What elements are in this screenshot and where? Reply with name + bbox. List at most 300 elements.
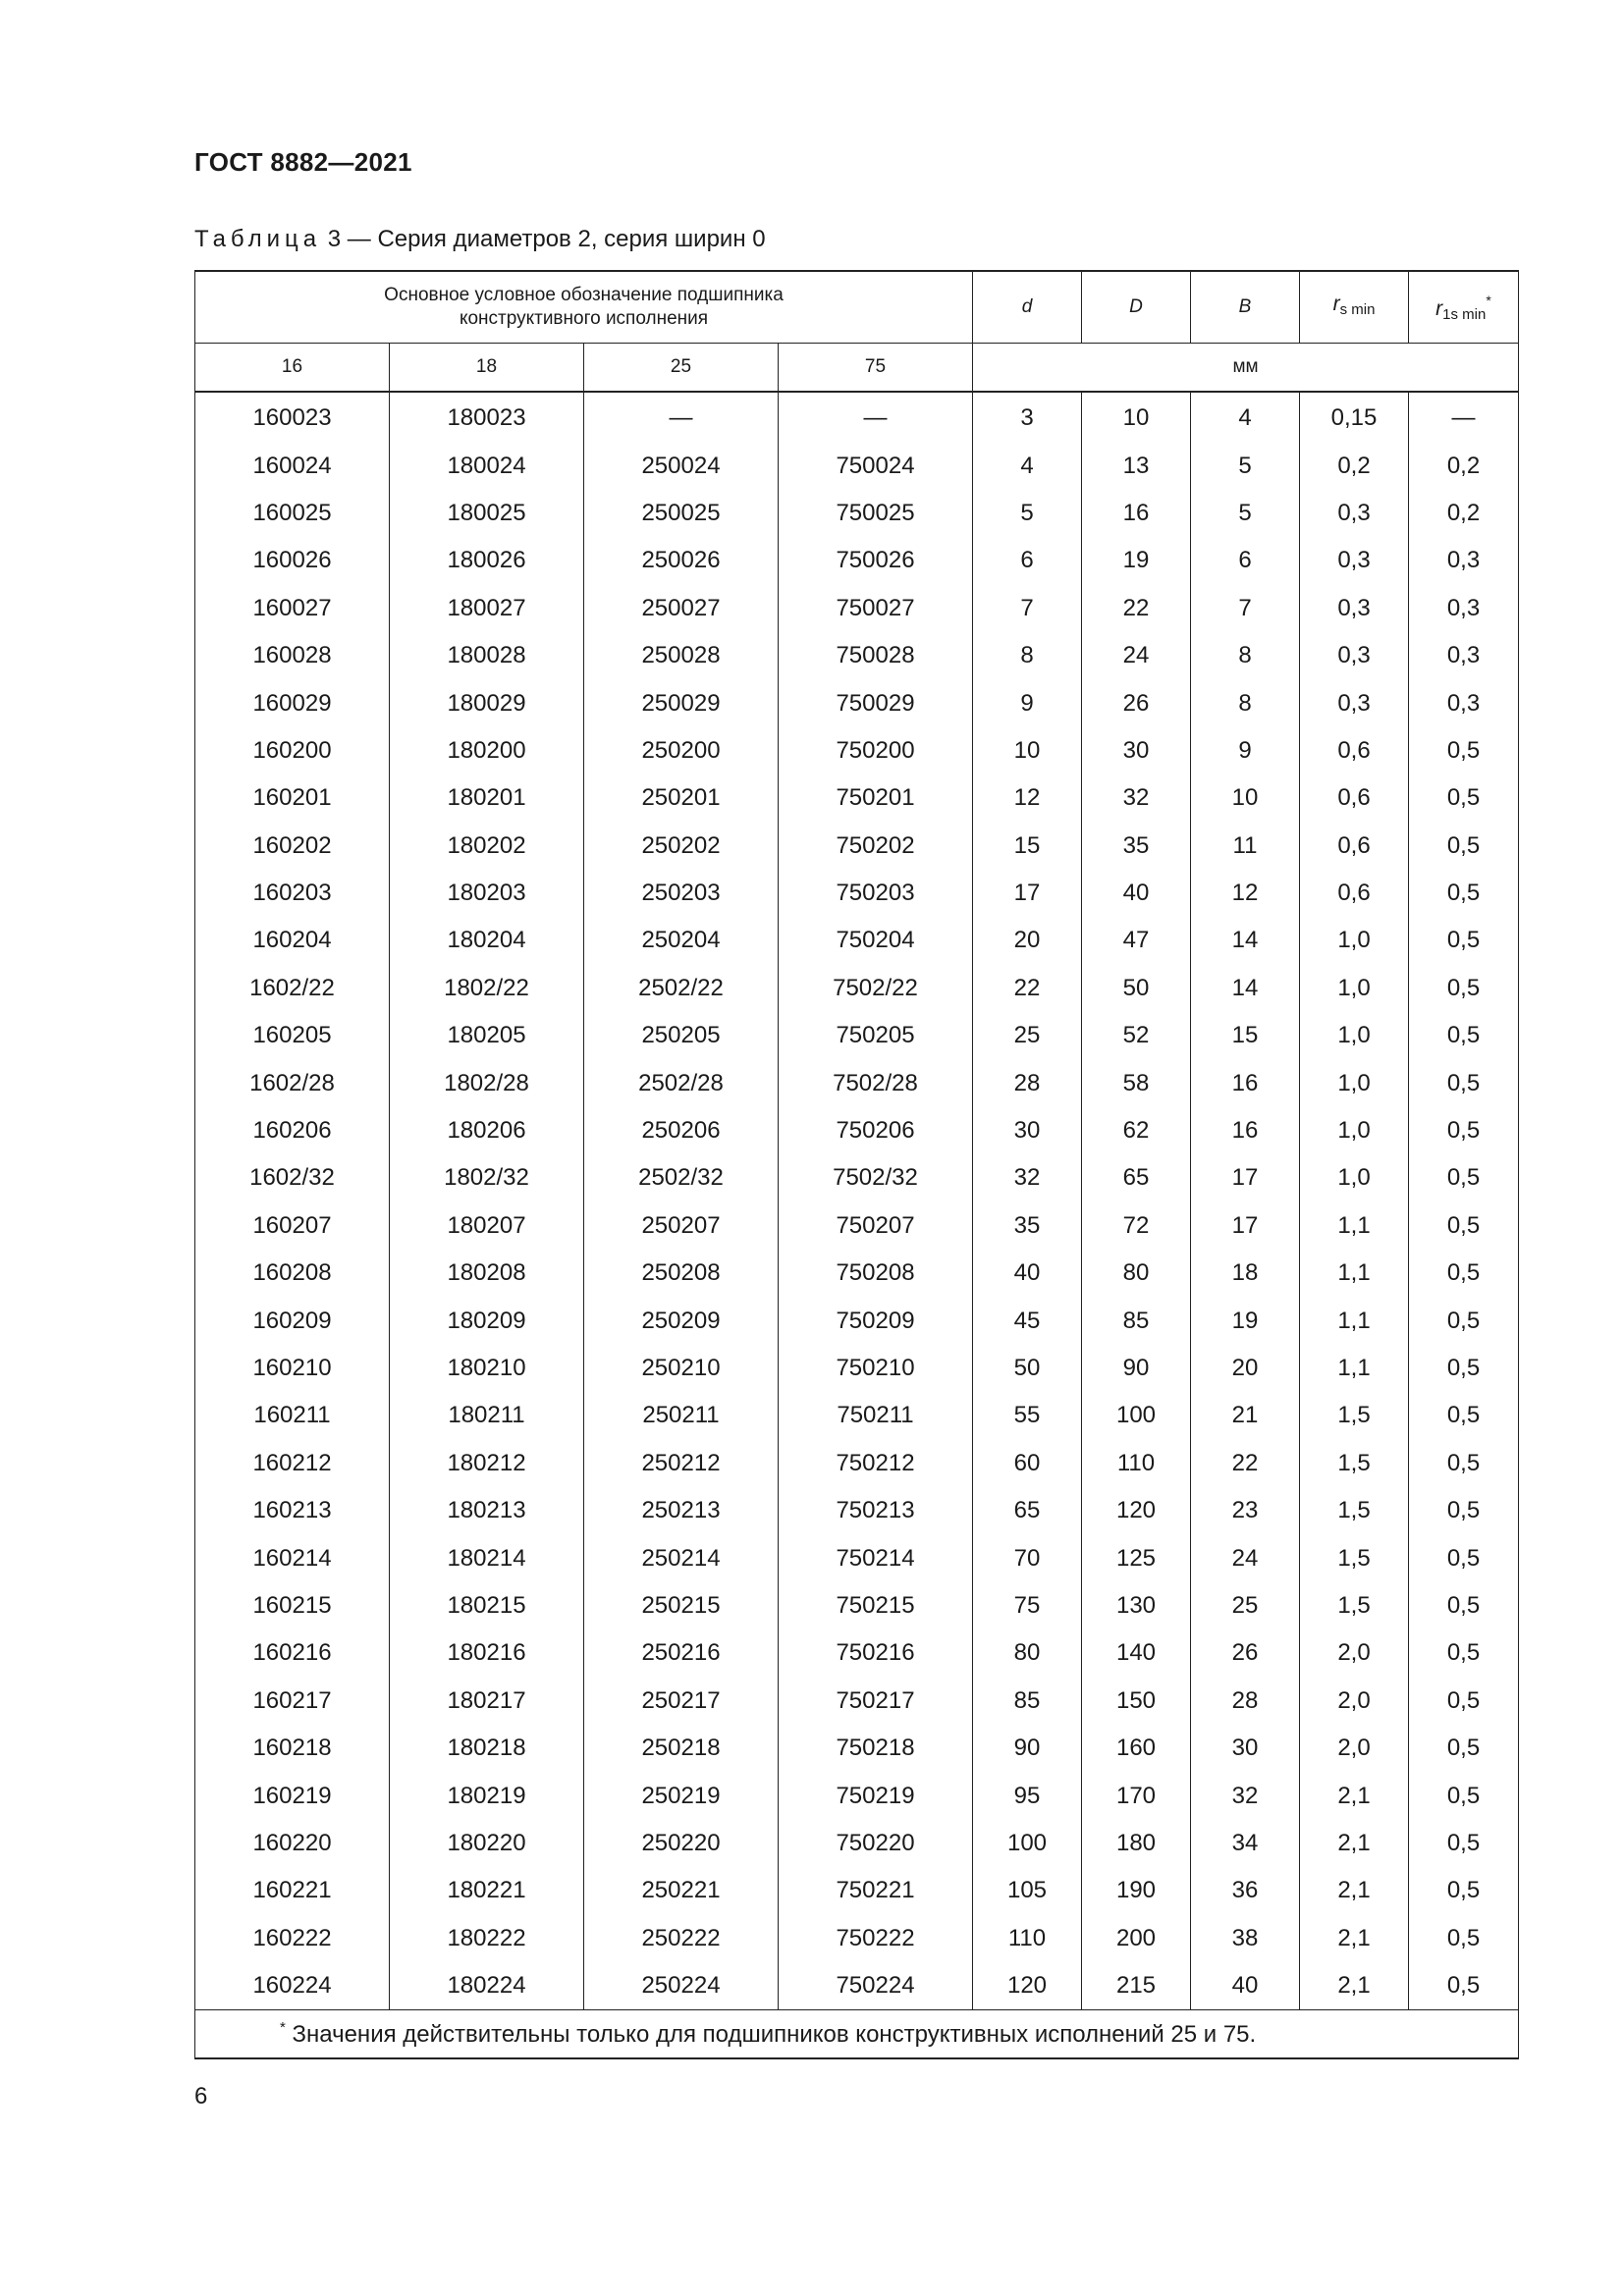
table-cell: 160216 [195, 1629, 390, 1677]
table-cell: 0,3 [1300, 537, 1409, 584]
table-cell: 2502/22 [584, 965, 779, 1012]
table-cell: 180025 [390, 490, 584, 537]
table-cell: 200 [1082, 1915, 1191, 1962]
table-cell: 0,6 [1300, 727, 1409, 774]
table-cell: 85 [973, 1678, 1082, 1725]
table-cell: 10 [1082, 392, 1191, 442]
table-cell: 180215 [390, 1582, 584, 1629]
table-cell: 8 [973, 632, 1082, 679]
table-cell: 250210 [584, 1345, 779, 1392]
table-row [195, 774, 1519, 822]
table-cell: 0,3 [1409, 679, 1519, 726]
table-cell: 160024 [195, 442, 390, 489]
table-cell: 1,0 [1300, 965, 1409, 1012]
table-body [195, 392, 1519, 2010]
table-cell: 0,15 [1300, 392, 1409, 442]
table-cell: 160209 [195, 1297, 390, 1344]
table-cell: 160201 [195, 774, 390, 822]
table-cell: 250224 [584, 1962, 779, 2010]
table-cell: 180028 [390, 632, 584, 679]
table-cell: 30 [973, 1107, 1082, 1154]
table-cell: 2,1 [1300, 1867, 1409, 1914]
table-cell: 50 [973, 1345, 1082, 1392]
table-cell: 190 [1082, 1867, 1191, 1914]
table-cell: 150 [1082, 1678, 1191, 1725]
table-cell: 5 [1191, 490, 1300, 537]
table-cell: 1602/28 [195, 1059, 390, 1106]
table-cell: 1802/22 [390, 965, 584, 1012]
table-cell: 85 [1082, 1297, 1191, 1344]
table-cell: 100 [1082, 1392, 1191, 1439]
table-cell: 15 [973, 823, 1082, 870]
table-cell: 0,5 [1409, 1678, 1519, 1725]
table-cell: 250209 [584, 1297, 779, 1344]
table-cell: 750024 [779, 442, 973, 489]
table-cell: 250204 [584, 917, 779, 964]
table-cell: 750028 [779, 632, 973, 679]
table-cell: 0,5 [1409, 917, 1519, 964]
table-cell: 16 [1191, 1059, 1300, 1106]
table-cell: 50 [1082, 965, 1191, 1012]
table-cell: 750205 [779, 1012, 973, 1059]
table-cell: 250217 [584, 1678, 779, 1725]
table-cell: 0,6 [1300, 823, 1409, 870]
table-cell: 105 [973, 1867, 1082, 1914]
table-cell: 750215 [779, 1582, 973, 1629]
table-cell: 0,5 [1409, 1392, 1519, 1439]
table-cell: 750222 [779, 1915, 973, 1962]
table-cell: 60 [973, 1440, 1082, 1487]
table-row [195, 1202, 1519, 1250]
table-cell: 250222 [584, 1915, 779, 1962]
table-cell: 38 [1191, 1915, 1300, 1962]
table-cell: 7502/28 [779, 1059, 973, 1106]
table-cell: 14 [1191, 917, 1300, 964]
table-cell: 750214 [779, 1534, 973, 1581]
table-cell: 180 [1082, 1820, 1191, 1867]
table-row [195, 1345, 1519, 1392]
footnote-mark: * [280, 2019, 286, 2037]
table-cell: 0,5 [1409, 774, 1519, 822]
table-cell: 750026 [779, 537, 973, 584]
table-cell: 0,3 [1409, 537, 1519, 584]
table-cell: 4 [973, 442, 1082, 489]
table-cell: 2,1 [1300, 1962, 1409, 2010]
table-cell: 0,5 [1409, 1012, 1519, 1059]
table-cell: 0,5 [1409, 1867, 1519, 1914]
table-cell: 22 [1191, 1440, 1300, 1487]
table-cell: 0,2 [1409, 490, 1519, 537]
table-row [195, 1867, 1519, 1914]
table-cell: 0,3 [1300, 585, 1409, 632]
table-cell: 180029 [390, 679, 584, 726]
table-cell: 125 [1082, 1534, 1191, 1581]
table-cell: 35 [1082, 823, 1191, 870]
table-cell: 750213 [779, 1487, 973, 1534]
table-row [195, 1915, 1519, 1962]
table-cell: 160211 [195, 1392, 390, 1439]
table-cell: 40 [973, 1250, 1082, 1297]
table-cell: 180224 [390, 1962, 584, 2010]
table-cell: 180023 [390, 392, 584, 442]
table-cell: 8 [1191, 632, 1300, 679]
table-row [195, 1772, 1519, 1819]
table-cell: 0,5 [1409, 1534, 1519, 1581]
table-cell: 130 [1082, 1582, 1191, 1629]
table-cell: 180213 [390, 1487, 584, 1534]
table-cell: 215 [1082, 1962, 1191, 2010]
table-cell: 11 [1191, 823, 1300, 870]
table-cell: 170 [1082, 1772, 1191, 1819]
table-cell: 250028 [584, 632, 779, 679]
table-cell: 2,0 [1300, 1629, 1409, 1677]
table-cell: 160224 [195, 1962, 390, 2010]
table-cell: 17 [1191, 1154, 1300, 1201]
table-cell: 160217 [195, 1678, 390, 1725]
table-cell: 36 [1191, 1867, 1300, 1914]
table-cell: 0,5 [1409, 1915, 1519, 1962]
table-footnote [195, 2010, 1519, 2059]
header-r1s-base: r [1435, 296, 1443, 320]
table-cell: 180216 [390, 1629, 584, 1677]
table-cell: 160210 [195, 1345, 390, 1392]
table-row [195, 585, 1519, 632]
table-cell: 250219 [584, 1772, 779, 1819]
table-cell: 0,2 [1409, 442, 1519, 489]
table-cell: 250206 [584, 1107, 779, 1154]
table-cell: 120 [973, 1962, 1082, 2010]
table-cell: 17 [973, 870, 1082, 917]
table-cell: 0,5 [1409, 965, 1519, 1012]
table-row [195, 679, 1519, 726]
footnote-text: Значения действительны только для подшипников конструктивных исполнений 25 и 75. [285, 2021, 1257, 2049]
table-cell: 160212 [195, 1440, 390, 1487]
table-cell: 14 [1191, 965, 1300, 1012]
header-r1s-min [1409, 271, 1519, 344]
table-cell: 750204 [779, 917, 973, 964]
header-B: B [1191, 271, 1300, 344]
table-row [195, 917, 1519, 964]
table-cell: 180026 [390, 537, 584, 584]
table-cell: 1602/32 [195, 1154, 390, 1201]
table-cell: 1,0 [1300, 1154, 1409, 1201]
table-cell: 90 [973, 1725, 1082, 1772]
table-row [195, 1012, 1519, 1059]
table-cell: 250221 [584, 1867, 779, 1914]
table-cell: 25 [973, 1012, 1082, 1059]
table-cell: 13 [1082, 442, 1191, 489]
table-cell: 750206 [779, 1107, 973, 1154]
table-cell: 750219 [779, 1772, 973, 1819]
table-cell: 3 [973, 392, 1082, 442]
table-cell: 0,5 [1409, 1582, 1519, 1629]
table-cell: 110 [973, 1915, 1082, 1962]
table-row [195, 1392, 1519, 1439]
header-rs-sub: s min [1339, 301, 1376, 318]
table-cell: 2,0 [1300, 1678, 1409, 1725]
table-cell: 1,1 [1300, 1345, 1409, 1392]
table-cell: — [1409, 392, 1519, 442]
table-cell: 750208 [779, 1250, 973, 1297]
header-D: D [1082, 271, 1191, 344]
table-cell: 0,3 [1300, 490, 1409, 537]
table-cell: 250213 [584, 1487, 779, 1534]
table-cell: 750200 [779, 727, 973, 774]
table-cell: 0,5 [1409, 727, 1519, 774]
table-cell: 24 [1191, 1534, 1300, 1581]
table-cell: 21 [1191, 1392, 1300, 1439]
table-cell: 750207 [779, 1202, 973, 1250]
table-cell: 70 [973, 1534, 1082, 1581]
table-cell: 23 [1191, 1487, 1300, 1534]
table-cell: 1,0 [1300, 917, 1409, 964]
table-cell: 26 [1082, 679, 1191, 726]
table-cell: 750224 [779, 1962, 973, 2010]
table-cell: 0,5 [1409, 1772, 1519, 1819]
table-row [195, 1107, 1519, 1154]
table-cell: 160026 [195, 537, 390, 584]
table-row [195, 632, 1519, 679]
table-row [195, 537, 1519, 584]
table-cell: 750212 [779, 1440, 973, 1487]
table-cell: 750209 [779, 1297, 973, 1344]
table-cell: 250220 [584, 1820, 779, 1867]
table-row [195, 870, 1519, 917]
table-cell: 750218 [779, 1725, 973, 1772]
subheader-18: 18 [390, 344, 584, 393]
table-cell: 22 [1082, 585, 1191, 632]
table-cell: 100 [973, 1820, 1082, 1867]
table-row [195, 1059, 1519, 1106]
table-cell: 9 [1191, 727, 1300, 774]
table-cell: 1,1 [1300, 1297, 1409, 1344]
table-row [195, 1297, 1519, 1344]
table-cell: 110 [1082, 1440, 1191, 1487]
table-cell: 1,1 [1300, 1202, 1409, 1250]
table-cell: 180218 [390, 1725, 584, 1772]
table-cell: 0,5 [1409, 1487, 1519, 1534]
table-cell: 180027 [390, 585, 584, 632]
table-cell: 32 [1082, 774, 1191, 822]
table-cell: 24 [1082, 632, 1191, 679]
table-cell: 250212 [584, 1440, 779, 1487]
table-row [195, 1440, 1519, 1487]
table-cell: 6 [973, 537, 1082, 584]
table-cell: 30 [1082, 727, 1191, 774]
table-cell: 0,5 [1409, 1250, 1519, 1297]
table-cell: 22 [973, 965, 1082, 1012]
table-cell: 16 [1191, 1107, 1300, 1154]
table-cell: 160202 [195, 823, 390, 870]
table-cell: 180024 [390, 442, 584, 489]
table-row [195, 1678, 1519, 1725]
table-cell: 180200 [390, 727, 584, 774]
table-cell: 250215 [584, 1582, 779, 1629]
table-cell: 28 [973, 1059, 1082, 1106]
table-cell: 250029 [584, 679, 779, 726]
table-cell: 750202 [779, 823, 973, 870]
table-cell: 0,6 [1300, 870, 1409, 917]
table-cell: 180206 [390, 1107, 584, 1154]
table-row [195, 442, 1519, 489]
table-cell: 2,1 [1300, 1915, 1409, 1962]
table-cell: 75 [973, 1582, 1082, 1629]
table-cell: 0,6 [1300, 774, 1409, 822]
table-cell: 250025 [584, 490, 779, 537]
table-cell: 160215 [195, 1582, 390, 1629]
table-cell: 750029 [779, 679, 973, 726]
table-cell: 58 [1082, 1059, 1191, 1106]
header-r1s-sub: 1s min [1442, 305, 1487, 323]
table-cell: 2502/32 [584, 1154, 779, 1201]
table-cell: 160027 [195, 585, 390, 632]
table-cell: 1802/28 [390, 1059, 584, 1106]
table-cell: 72 [1082, 1202, 1191, 1250]
table-cell: 25 [1191, 1582, 1300, 1629]
table-cell: 1,5 [1300, 1392, 1409, 1439]
table-cell: — [584, 392, 779, 442]
table-cell: 750201 [779, 774, 973, 822]
header-rs-min [1300, 271, 1409, 344]
table-cell: 160221 [195, 1867, 390, 1914]
table-cell: 19 [1191, 1297, 1300, 1344]
table-cell: 160219 [195, 1772, 390, 1819]
table-cell: 80 [1082, 1250, 1191, 1297]
table-cell: 160218 [195, 1725, 390, 1772]
table-cell: 65 [1082, 1154, 1191, 1201]
table-cell: 250203 [584, 870, 779, 917]
table-cell: 160208 [195, 1250, 390, 1297]
document-code: ГОСТ 8882—2021 [194, 147, 412, 177]
table-cell: 62 [1082, 1107, 1191, 1154]
table-cell: 750220 [779, 1820, 973, 1867]
table-cell: 140 [1082, 1629, 1191, 1677]
table-cell: 7 [1191, 585, 1300, 632]
table-cell: 7 [973, 585, 1082, 632]
table-cell: 250211 [584, 1392, 779, 1439]
table-row [195, 1629, 1519, 1677]
table-cell: 160214 [195, 1534, 390, 1581]
table-cell: 47 [1082, 917, 1191, 964]
table-cell: 32 [1191, 1772, 1300, 1819]
table-cell: 55 [973, 1392, 1082, 1439]
table-cell: 0,5 [1409, 1629, 1519, 1677]
table-cell: 180214 [390, 1534, 584, 1581]
table-cell: 250207 [584, 1202, 779, 1250]
table-row [195, 1487, 1519, 1534]
table-row [195, 392, 1519, 442]
table-cell: 750203 [779, 870, 973, 917]
table-cell: 250205 [584, 1012, 779, 1059]
table-cell: 0,5 [1409, 1820, 1519, 1867]
table-cell: 45 [973, 1297, 1082, 1344]
table-cell: 250218 [584, 1725, 779, 1772]
table-row [195, 1962, 1519, 2010]
bearing-dimensions-table [194, 270, 1519, 2059]
table-cell: 1,0 [1300, 1059, 1409, 1106]
table-cell: 250201 [584, 774, 779, 822]
table-row [195, 1250, 1519, 1297]
table-cell: 250216 [584, 1629, 779, 1677]
table-row [195, 1582, 1519, 1629]
table-cell: 40 [1191, 1962, 1300, 2010]
table-cell: 250027 [584, 585, 779, 632]
table-cell: 250202 [584, 823, 779, 870]
group-header: Основное условное обозначение подшипника конструктивного исполнения [195, 271, 973, 344]
table-cell: 17 [1191, 1202, 1300, 1250]
table-cell: 0,5 [1409, 1345, 1519, 1392]
table-cell: 1,5 [1300, 1582, 1409, 1629]
table-cell: 1,0 [1300, 1012, 1409, 1059]
table-cell: 65 [973, 1487, 1082, 1534]
table-cell: 1,5 [1300, 1487, 1409, 1534]
table-cell: 0,2 [1300, 442, 1409, 489]
table-cell: 8 [1191, 679, 1300, 726]
table-cell: 180219 [390, 1772, 584, 1819]
table-cell: 250208 [584, 1250, 779, 1297]
table-row [195, 823, 1519, 870]
table-cell: 180217 [390, 1678, 584, 1725]
table-caption [194, 226, 766, 253]
table-cell: 250024 [584, 442, 779, 489]
table-row [195, 1534, 1519, 1581]
table-row [195, 490, 1519, 537]
table-cell: 160023 [195, 392, 390, 442]
table-cell: 0,5 [1409, 1059, 1519, 1106]
table-cell: 120 [1082, 1487, 1191, 1534]
header-r1s-footnote-mark: * [1486, 292, 1491, 308]
table-cell: 12 [973, 774, 1082, 822]
table-cell: 180204 [390, 917, 584, 964]
header-d: d [973, 271, 1082, 344]
table-cell: 5 [973, 490, 1082, 537]
header-rs-base: r [1332, 293, 1340, 315]
subheader-25: 25 [584, 344, 779, 393]
table-cell: 52 [1082, 1012, 1191, 1059]
table-cell: 19 [1082, 537, 1191, 584]
table-cell: 180203 [390, 870, 584, 917]
table-cell: 1,5 [1300, 1440, 1409, 1487]
table-cell: 180221 [390, 1867, 584, 1914]
table-cell: 40 [1082, 870, 1191, 917]
table-cell: 160207 [195, 1202, 390, 1250]
table-cell: 35 [973, 1202, 1082, 1250]
table-cell: 12 [1191, 870, 1300, 917]
table-cell: 20 [1191, 1345, 1300, 1392]
table-cell: 180207 [390, 1202, 584, 1250]
table-cell: 160205 [195, 1012, 390, 1059]
table-cell: 90 [1082, 1345, 1191, 1392]
table-row [195, 1725, 1519, 1772]
table-cell: 6 [1191, 537, 1300, 584]
table-cell: 160029 [195, 679, 390, 726]
table-cell: 180211 [390, 1392, 584, 1439]
table-cell: 250026 [584, 537, 779, 584]
table-cell: 16 [1082, 490, 1191, 537]
subheader-75: 75 [779, 344, 973, 393]
table-cell: 160028 [195, 632, 390, 679]
table-row [195, 1820, 1519, 1867]
table-cell: 1,5 [1300, 1534, 1409, 1581]
table-cell: 0,3 [1409, 632, 1519, 679]
table-cell: 180208 [390, 1250, 584, 1297]
table-cell: 0,5 [1409, 1725, 1519, 1772]
table-row [195, 727, 1519, 774]
table-caption-word: Таблица [194, 226, 322, 252]
table-cell: 750217 [779, 1678, 973, 1725]
table-cell: 15 [1191, 1012, 1300, 1059]
table-cell: 0,3 [1300, 679, 1409, 726]
